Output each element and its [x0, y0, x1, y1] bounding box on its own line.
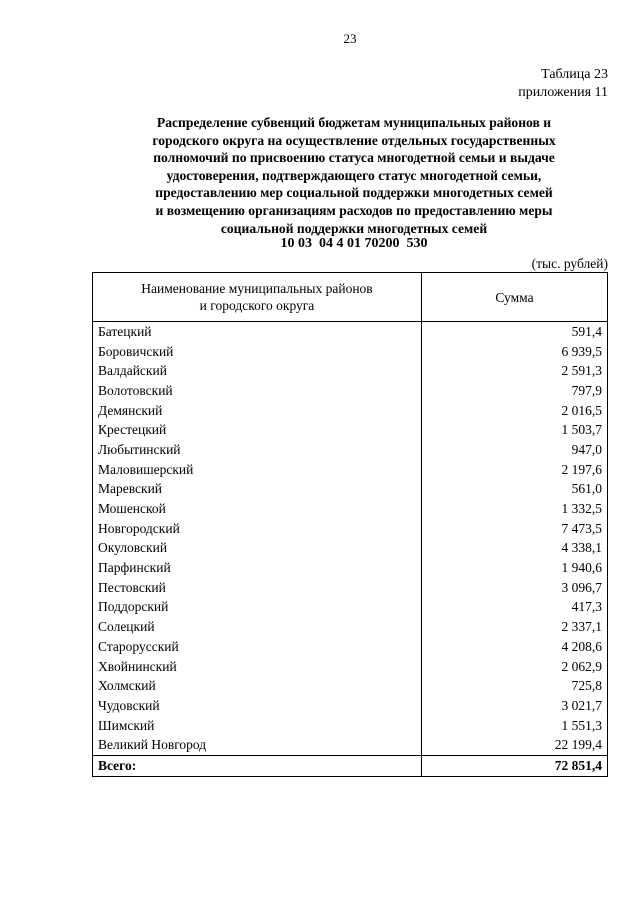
- municipality-name: Пестовский: [93, 578, 422, 598]
- municipality-name: Батецкий: [93, 322, 422, 342]
- total-row: [93, 756, 608, 777]
- header-municipality-line-1: Наименование муниципальных районов: [141, 281, 373, 296]
- document-title: [92, 114, 616, 237]
- table-row: [93, 676, 608, 696]
- total-label: Всего:: [93, 756, 422, 777]
- table-row: [93, 657, 608, 677]
- subsidy-amount: 7 473,5: [422, 519, 608, 539]
- subsidy-amount: 2 197,6: [422, 460, 608, 480]
- municipality-name: Великий Новгород: [93, 735, 422, 755]
- table-row: [93, 480, 608, 500]
- subsidy-amount: 591,4: [422, 322, 608, 342]
- table-header-row: [93, 273, 608, 322]
- header-municipality: [93, 273, 422, 322]
- subsidy-amount: 797,9: [422, 381, 608, 401]
- header-sum: Сумма: [422, 273, 608, 322]
- table-row: [93, 420, 608, 440]
- table-row: [93, 440, 608, 460]
- table-row: [93, 460, 608, 480]
- subsidy-amount: 3 096,7: [422, 578, 608, 598]
- title-line: предоставлению мер социальной поддержки многодетных семей: [155, 185, 553, 201]
- caption-line-2: приложения 11: [518, 85, 608, 100]
- subsidy-amount: 947,0: [422, 440, 608, 460]
- table-row: [93, 539, 608, 559]
- page-number: 23: [343, 31, 357, 46]
- units-label: (тыс. рублей): [531, 256, 608, 271]
- municipality-name: Поддорский: [93, 598, 422, 618]
- municipality-name: Крестецкий: [93, 420, 422, 440]
- subsidy-amount: 2 016,5: [422, 401, 608, 421]
- table-row: [93, 361, 608, 381]
- caption-line-1: Таблица 23: [541, 67, 608, 82]
- subsidy-amount: 4 338,1: [422, 539, 608, 559]
- table-row: [93, 401, 608, 421]
- table-row: [93, 381, 608, 401]
- municipality-name: Парфинский: [93, 558, 422, 578]
- subsidy-amount: 1 940,6: [422, 558, 608, 578]
- subsidy-amount: 22 199,4: [422, 735, 608, 755]
- title-line: полномочий по присвоению статуса многодетной семьи и выдаче: [153, 150, 555, 166]
- municipality-name: Шимский: [93, 716, 422, 736]
- subsidies-table: [92, 272, 608, 777]
- subsidy-amount: 417,3: [422, 598, 608, 618]
- municipality-name: Волотовский: [93, 381, 422, 401]
- municipality-name: Холмский: [93, 676, 422, 696]
- municipality-name: Хвойнинский: [93, 657, 422, 677]
- table-row: [93, 716, 608, 736]
- municipality-name: Окуловский: [93, 539, 422, 559]
- title-line: Распределение субвенций бюджетам муниципальных районов и: [156, 115, 552, 130]
- municipality-name: Маревский: [93, 480, 422, 500]
- municipality-name: Демянский: [93, 401, 422, 421]
- table-row: [93, 519, 608, 539]
- subsidy-amount: 2 062,9: [422, 657, 608, 677]
- municipality-name: Валдайский: [93, 361, 422, 381]
- municipality-name: Любытинский: [93, 440, 422, 460]
- subsidy-amount: 561,0: [422, 480, 608, 500]
- subsidy-amount: 6 939,5: [422, 342, 608, 362]
- subsidy-amount: 1 332,5: [422, 499, 608, 519]
- table-row: [93, 598, 608, 618]
- subsidy-amount: 1 503,7: [422, 420, 608, 440]
- table-row: [93, 578, 608, 598]
- title-line: городского округа на осуществление отдельных государственных: [152, 132, 556, 148]
- budget-classification-code: 10 03 04 4 01 70200 530: [280, 236, 428, 251]
- table-row: [93, 322, 608, 342]
- subsidy-amount: 1 551,3: [422, 716, 608, 736]
- municipality-name: Новгородский: [93, 519, 422, 539]
- subsidy-amount: 3 021,7: [422, 696, 608, 716]
- table-row: [93, 696, 608, 716]
- table-row: [93, 558, 608, 578]
- table-caption: [518, 66, 608, 102]
- subsidy-amount: 2 591,3: [422, 361, 608, 381]
- subsidy-amount: 4 208,6: [422, 637, 608, 657]
- municipality-name: Маловишерский: [93, 460, 422, 480]
- municipality-name: Солецкий: [93, 617, 422, 637]
- title-line: социальной поддержки многодетных семей: [220, 220, 488, 236]
- municipality-name: Боровичский: [93, 342, 422, 362]
- table-row: [93, 637, 608, 657]
- subsidy-amount: 725,8: [422, 676, 608, 696]
- header-municipality-line-2: и городского округа: [199, 298, 315, 313]
- title-line: и возмещению организациям расходов по предоставлению меры: [155, 202, 553, 218]
- municipality-name: Старорусский: [93, 637, 422, 657]
- table-row: [93, 342, 608, 362]
- table-row: [93, 617, 608, 637]
- table-row: [93, 735, 608, 755]
- subsidy-amount: 2 337,1: [422, 617, 608, 637]
- table-row: [93, 499, 608, 519]
- municipality-name: Чудовский: [93, 696, 422, 716]
- title-line: удостоверения, подтверждающего статус многодетной семьи,: [166, 167, 542, 183]
- total-amount: 72 851,4: [422, 756, 608, 777]
- municipality-name: Мошенской: [93, 499, 422, 519]
